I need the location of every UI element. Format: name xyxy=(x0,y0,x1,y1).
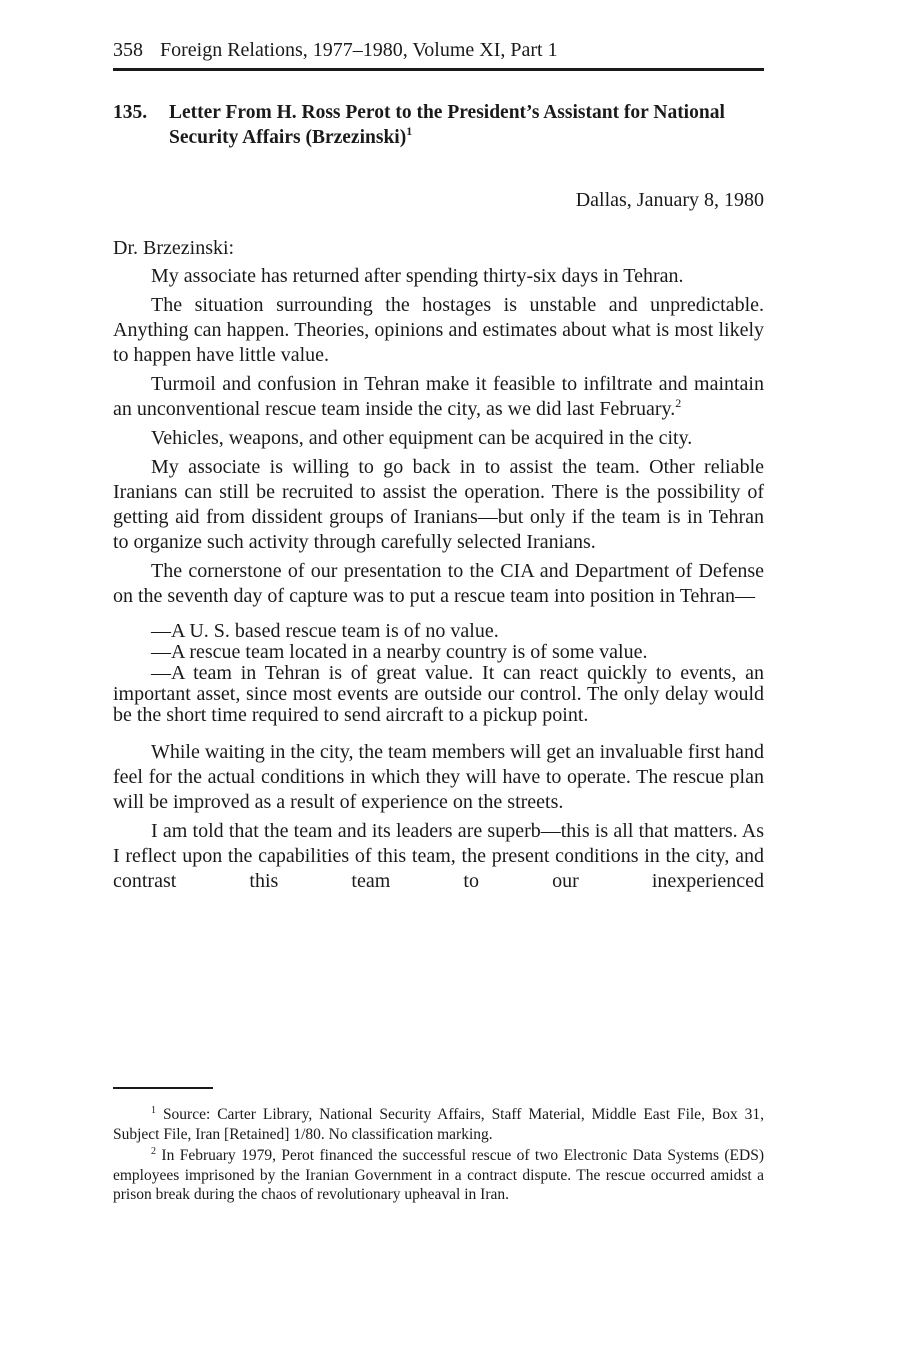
footnote-ref-1[interactable]: 1 xyxy=(406,124,413,138)
footnote-text: Source: Carter Library, National Security Affairs, Staff Material, Middle East File, Box 31, Subject File, Iran [Retained] 1/80. No classification marking. xyxy=(113,1106,764,1143)
document-title-block xyxy=(169,100,764,150)
paragraph: My associate has returned after spending thirty-six days in Tehran. xyxy=(151,265,684,287)
paragraph: The cornerstone of our presentation to the CIA and Department of Defense on the seventh day of capture was to put a rescue team into position in Tehran— xyxy=(113,560,764,607)
paragraph: My associate is willing to go back in to assist the team. Other reliable Iranians can still be recruited to assist the operation. There is the possibility of getting aid from dissident groups of Iranians—but only if the team is in Tehran to organize such activity through carefully selected Iranians. xyxy=(113,456,764,553)
footnote-marker: 1 xyxy=(151,1105,156,1116)
letter-body xyxy=(113,236,764,898)
paragraph: Vehicles, weapons, and other equipment can be acquired in the city. xyxy=(151,427,693,449)
footnote xyxy=(113,1146,764,1205)
page-number: 358 xyxy=(113,39,143,61)
document-title: Letter From H. Ross Perot to the President’s Assistant for National Security Affairs (Brzezinski) xyxy=(169,102,725,148)
footnotes xyxy=(113,1105,764,1207)
footnote-rule xyxy=(113,1087,213,1089)
list-item: —A rescue team located in a nearby country is of some value. xyxy=(151,641,648,663)
paragraph: While waiting in the city, the team members will get an invaluable first hand feel for the actual conditions in which they will have to operate. The rescue plan will be improved as a result of experience on the streets. xyxy=(113,741,764,813)
document-number: 135. xyxy=(113,102,148,123)
document-heading xyxy=(113,100,764,150)
paragraph: The situation surrounding the hostages is unstable and unpredictable. Anything can happen. Theories, opinions and estimates about what is most likely to happen have little value. xyxy=(113,294,764,366)
footnote-marker: 2 xyxy=(151,1146,156,1157)
footnote xyxy=(113,1105,764,1144)
running-header xyxy=(113,38,764,62)
list-item: —A team in Tehran is of great value. It can react quickly to events, an important asset, since most events are outside our control. The only delay would be the short time required to send aircraft to a pickup point. xyxy=(113,662,764,726)
running-title: Foreign Relations, 1977–1980, Volume XI, Part 1 xyxy=(160,39,558,61)
paragraph: I am told that the team and its leaders are superb—this is all that matters. As I reflect upon the capabilities of this team, the present conditions in the city, and contrast this team to our inexperienced xyxy=(113,820,764,892)
list-item: —A U. S. based rescue team is of no value. xyxy=(151,620,499,642)
dateline: Dallas, January 8, 1980 xyxy=(575,189,764,211)
dash-list xyxy=(113,621,764,726)
paragraph xyxy=(113,372,764,422)
footnote-text: In February 1979, Perot financed the successful rescue of two Electronic Data Systems (EDS) employees imprisoned by the Iranian Government in a contract dispute. The rescue occurred amidst a prison break during the chaos of revolutionary upheaval in Iran. xyxy=(113,1147,764,1203)
salutation: Dr. Brzezinski: xyxy=(113,237,235,259)
header-rule xyxy=(113,68,764,71)
footnote-ref-2[interactable]: 2 xyxy=(675,396,682,410)
paragraph-text: Turmoil and confusion in Tehran make it feasible to infiltrate and maintain an unconventional rescue team inside the city, as we did last February. xyxy=(113,373,764,420)
